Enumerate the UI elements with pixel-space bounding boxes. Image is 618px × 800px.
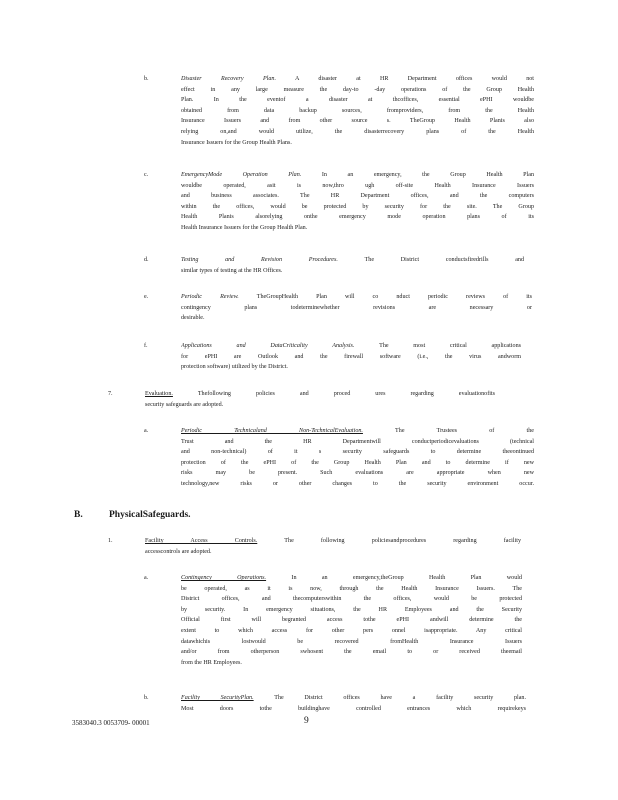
item-marker: b. (144, 695, 149, 701)
item-line: for ePHI are Outlook and the firewall software (i.e., the virus andworm (181, 353, 521, 360)
item-lead: Periodic Technicaland Non-TechnicalEvaluation. (181, 428, 363, 434)
item-line: The District conductsfiredrills and (364, 257, 524, 263)
item-line: be operated, as it is now, through the Health Insurance Issuers. The (181, 585, 522, 592)
item-marker: b. (144, 76, 149, 82)
item-line: and non-technical) of it s security safeguards to determine theeontinued (181, 449, 534, 456)
item-line: obtained from data backup sources, fromproviders, from the Health (181, 107, 534, 114)
item-line: Most doors tothe buildinghave controlled entrances which requirekeys (181, 705, 526, 712)
item-lead: Disaster Recovery Plan. (181, 76, 276, 82)
item-line: security safeguards are adopted. (145, 401, 224, 408)
item-marker: a. (144, 428, 149, 434)
list-item-contingency-operations (181, 573, 522, 668)
item-marker: f. (144, 343, 148, 349)
list-item-technical-evaluation (181, 426, 534, 490)
item-line: desirable. (181, 315, 205, 322)
item-lead: Contingency Operations. (181, 575, 267, 581)
item-lead: Applications and DataCriticality Analysis. (181, 343, 355, 349)
item-line: In an emergency,theGroup Health Plan would (291, 575, 522, 581)
item-line: by security. In emergency situations, the HR Employees and the Security (181, 606, 522, 613)
item-line: protection of the ePHI of the Group Health Plan and to determine if new (181, 459, 534, 466)
item-line: Official first will begranted access tothe ePHI andwill determine the (181, 617, 522, 624)
item-marker: a. (144, 575, 149, 581)
item-line: Thefollowing policies and proced ures regarding evaluationofits (197, 391, 495, 397)
item-line: technology,new risks or other changes to the security environment occur. (181, 480, 534, 487)
item-line: from the HR Employees. (181, 659, 242, 666)
item-line: relying on,and would utilize, the disasterrecovery plans of the Health (181, 128, 534, 135)
item-line: protection software) utilized by the District. (181, 364, 288, 371)
item-line: TheGroupHealth Plan will co nduct periodic reviews of its (256, 294, 532, 300)
item-line: and/or from otherperson swhosent the email to or received theemail (181, 649, 522, 656)
item-line: effect in any large measure the day-to -day operations of the Group Health (181, 86, 534, 93)
item-line: within the offices, would be protected by security for the site. The Group (181, 203, 534, 210)
item-lead: EmergencyMode Operation Plan. (181, 172, 302, 178)
item-lead: Facility SecurityPlan. (181, 695, 254, 701)
item-lead: Testing and Revision Procedures. (181, 257, 338, 263)
item-marker: c. (144, 172, 149, 178)
list-item-disaster-recovery (181, 74, 534, 148)
item-lead: Facility Access Controls. (145, 538, 258, 544)
item-line: similar types of testing at the HR Offices. (181, 267, 283, 274)
item-line: contingency plans todeterminewhether revisions are necessary or (181, 304, 532, 311)
item-line: Insurance Issuers and from other source s. TheGroup Health Planis also (181, 118, 534, 125)
section-title: PhysicalSafeguards. (109, 510, 191, 520)
list-item-applications-analysis (181, 341, 521, 373)
item-line: Health Planis alsorelying onthe emergency mode operation plans of its (181, 214, 534, 221)
item-line: risks may be present. Such evaluations are appropriate when new (181, 470, 534, 477)
item-line: accesscontrols are adopted. (145, 548, 212, 555)
item-line: Health Insurance Issuers for the Group Health Plan. (181, 224, 308, 231)
item-line: Insurance Issuers for the Group Health Plans. (181, 139, 292, 146)
item-line: The District offices have a facility security plan. (274, 695, 526, 701)
item-line: datawhichis lostwould be recovered fromHealth Insurance Issuers (181, 638, 522, 645)
list-item-periodic-review (181, 292, 532, 324)
list-item-evaluation (145, 389, 495, 410)
item-marker: e. (144, 294, 149, 300)
item-line: Plan. In the eventof a disaster at thcoffices, essential ePHI wouldbe (181, 97, 534, 104)
item-line: The most critical applications (379, 343, 521, 349)
list-item-emergency-mode (181, 170, 534, 234)
page-number: 9 (304, 716, 309, 726)
item-line: and business associates. The HR Department offices, and the computers (181, 193, 534, 200)
item-line: District offices, and thecomputerswithin the offices, would be protected (181, 596, 522, 603)
list-item-facility-access (145, 536, 521, 557)
document-id: 3583040.3 0053709- 00001 (72, 719, 150, 727)
item-marker: 7. (108, 391, 113, 397)
item-marker: 1. (108, 538, 113, 544)
item-line: Trust and the HR Departmentwill conductperiodicevaluations (technical (181, 438, 534, 445)
item-line: The Trustees of the (395, 428, 534, 434)
item-line: The following policiesandprocedures regarding facility (284, 538, 521, 544)
item-line: wouldbe operated, asit is now,thro ugh off-site Health Insurance Issuers (181, 182, 534, 189)
item-marker: d. (144, 257, 149, 263)
item-lead: Periodic Review. (181, 294, 239, 300)
list-item-facility-security (181, 693, 526, 714)
list-item-testing-revision (181, 255, 524, 276)
section-letter: B. (74, 510, 83, 520)
item-lead: Evaluation. (145, 391, 173, 397)
item-line: In an emergency, the Group Health Plan (321, 172, 534, 178)
item-line: A disaster at HR Department offices would not (294, 76, 534, 82)
item-line: extent to which access for other pers onnel isappropriate. Any critical (181, 627, 522, 634)
